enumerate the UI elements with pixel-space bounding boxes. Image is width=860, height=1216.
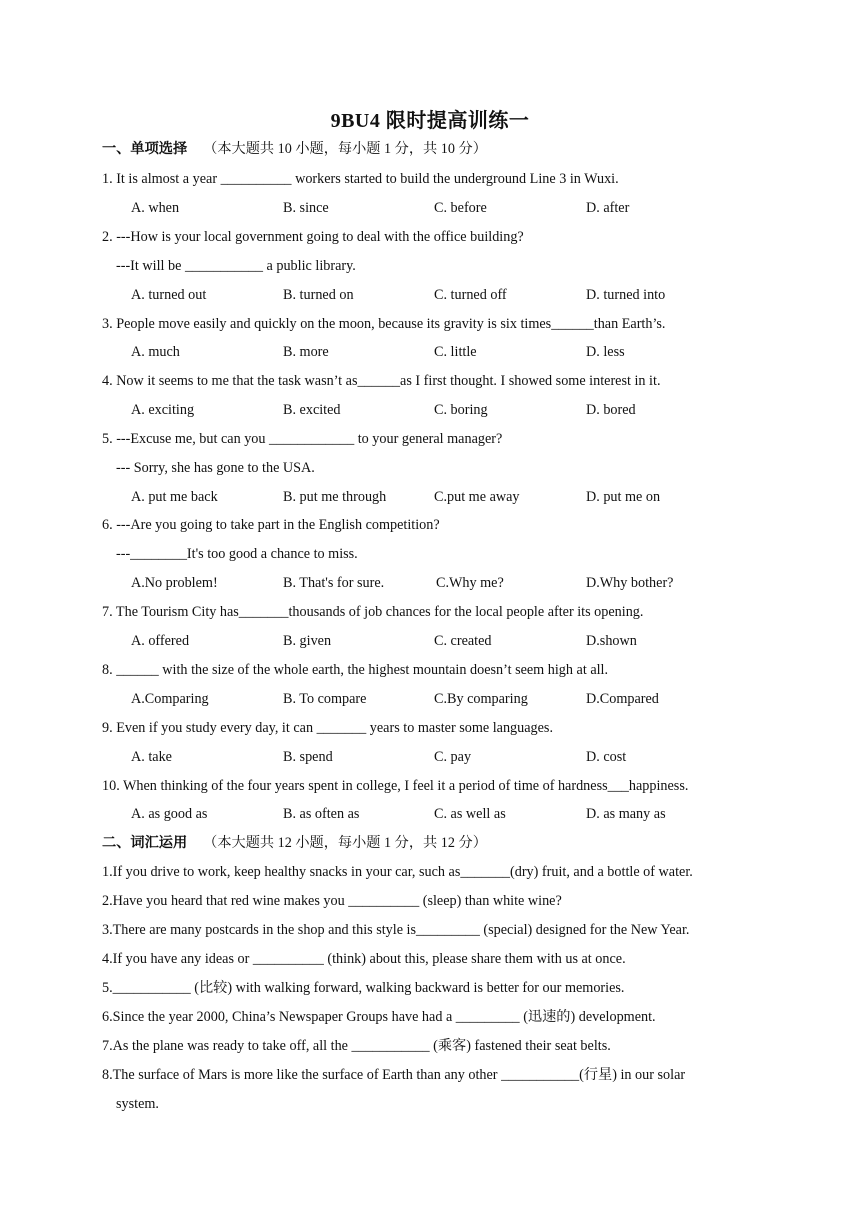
option-b: B. since <box>283 200 329 216</box>
vocab-item-8: 8.The surface of Mars is more like the surface of Earth than any other ___________(行星) in our solar <box>102 1067 686 1083</box>
page-title: 9BU4 限时提高训练一 <box>330 110 530 132</box>
option-d: D. as many as <box>586 806 666 822</box>
option-a: A. put me back <box>131 489 218 505</box>
question-10-options <box>131 804 751 824</box>
option-b: B. as often as <box>283 806 360 822</box>
question-3: 3. People move easily and quickly on the moon, because its gravity is six times______than Earth’s. <box>102 316 666 332</box>
section1-title: 一、单项选择 <box>102 141 188 157</box>
question-5-reply: --- Sorry, she has gone to the USA. <box>116 460 315 476</box>
option-d: D. cost <box>586 749 627 765</box>
question-5: 5. ---Excuse me, but can you ____________ to your general manager? <box>102 431 503 447</box>
option-a: A. as good as <box>131 806 208 822</box>
option-a: A. turned out <box>131 287 207 303</box>
option-c: C. pay <box>434 749 472 765</box>
option-c: C. created <box>434 633 492 649</box>
question-1-options <box>131 198 751 218</box>
vocab-item-6: 6.Since the year 2000, China’s Newspaper Groups have had a _________ (迅速的) development. <box>102 1009 656 1025</box>
option-b: B. excited <box>283 402 341 418</box>
option-b: B. spend <box>283 749 333 765</box>
option-b: B. more <box>283 344 329 360</box>
option-c: C. boring <box>434 402 488 418</box>
option-d: D. bored <box>586 402 636 418</box>
question-6: 6. ---Are you going to take part in the English competition? <box>102 517 440 533</box>
option-a: A. take <box>131 749 172 765</box>
question-2-reply: ---It will be ___________ a public library. <box>116 258 356 274</box>
vocab-item-5: 5.___________ (比较) with walking forward, walking backward is better for our memories. <box>102 980 625 996</box>
option-d: D. put me on <box>586 489 661 505</box>
section2-title: 二、词汇运用 <box>102 835 188 851</box>
question-7-options <box>131 631 751 651</box>
option-b: B. To compare <box>283 691 367 707</box>
section2-note: （本大题共 12 小题，每小题 1 分，共 12 分） <box>203 835 487 851</box>
option-b: B. turned on <box>283 287 354 303</box>
question-9: 9. Even if you study every day, it can _______ years to master some languages. <box>102 720 553 736</box>
question-2-options <box>131 285 751 305</box>
option-c: C. little <box>434 344 477 360</box>
option-d: D. turned into <box>586 287 666 303</box>
option-b: B. given <box>283 633 332 649</box>
question-5-options <box>131 487 751 507</box>
vocab-item-3: 3.There are many postcards in the shop and this style is_________ (special) designed for the New Year. <box>102 922 690 938</box>
question-9-options <box>131 747 751 767</box>
question-2: 2. ---How is your local government going to deal with the office building? <box>102 229 524 245</box>
question-7: 7. The Tourism City has_______thousands of job chances for the local people after its opening. <box>102 604 644 620</box>
vocab-item-7: 7.As the plane was ready to take off, all the ___________ (乘客) fastened their seat belts. <box>102 1038 611 1054</box>
option-b: B. put me through <box>283 489 387 505</box>
option-a: A.No problem! <box>131 575 218 591</box>
question-8-options <box>131 689 751 709</box>
section1-heading <box>102 139 487 159</box>
option-a: A. exciting <box>131 402 195 418</box>
option-d: D.Why bother? <box>586 575 674 591</box>
option-a: A. offered <box>131 633 190 649</box>
option-a: A. when <box>131 200 180 216</box>
vocab-item-2: 2.Have you heard that red wine makes you __________ (sleep) than white wine? <box>102 893 562 909</box>
question-3-options <box>131 342 751 362</box>
option-a: A. much <box>131 344 180 360</box>
question-6-reply: ---________It's too good a chance to miss. <box>116 546 358 562</box>
question-4: 4. Now it seems to me that the task wasn’t as______as I first thought. I showed some interest in it. <box>102 373 661 389</box>
option-c: C. turned off <box>434 287 507 303</box>
question-8: 8. ______ with the size of the whole earth, the highest mountain doesn’t seem high at all. <box>102 662 609 678</box>
section1-note: （本大题共 10 小题，每小题 1 分，共 10 分） <box>203 141 487 157</box>
option-d: D. less <box>586 344 625 360</box>
vocab-item-8-continued: system. <box>116 1096 159 1112</box>
vocab-item-4: 4.If you have any ideas or __________ (think) about this, please share them with us at once. <box>102 951 626 967</box>
section2-heading <box>102 833 487 853</box>
option-d: D. after <box>586 200 630 216</box>
option-c: C.Why me? <box>436 575 504 591</box>
option-b: B. That's for sure. <box>283 575 385 591</box>
vocab-item-1: 1.If you drive to work, keep healthy snacks in your car, such as_______(dry) fruit, and a bottle of water. <box>102 864 693 880</box>
option-d: D.Compared <box>586 691 659 707</box>
question-1: 1. It is almost a year __________ workers started to build the underground Line 3 in Wuxi. <box>102 171 619 187</box>
question-10: 10. When thinking of the four years spent in college, I feel it a period of time of hardness___happiness. <box>102 778 689 794</box>
question-6-options <box>131 573 751 593</box>
option-a: A.Comparing <box>131 691 209 707</box>
option-c: C.put me away <box>434 489 520 505</box>
option-c: C. as well as <box>434 806 506 822</box>
option-d: D.shown <box>586 633 637 649</box>
option-c: C. before <box>434 200 487 216</box>
option-c: C.By comparing <box>434 691 528 707</box>
question-4-options <box>131 400 751 420</box>
